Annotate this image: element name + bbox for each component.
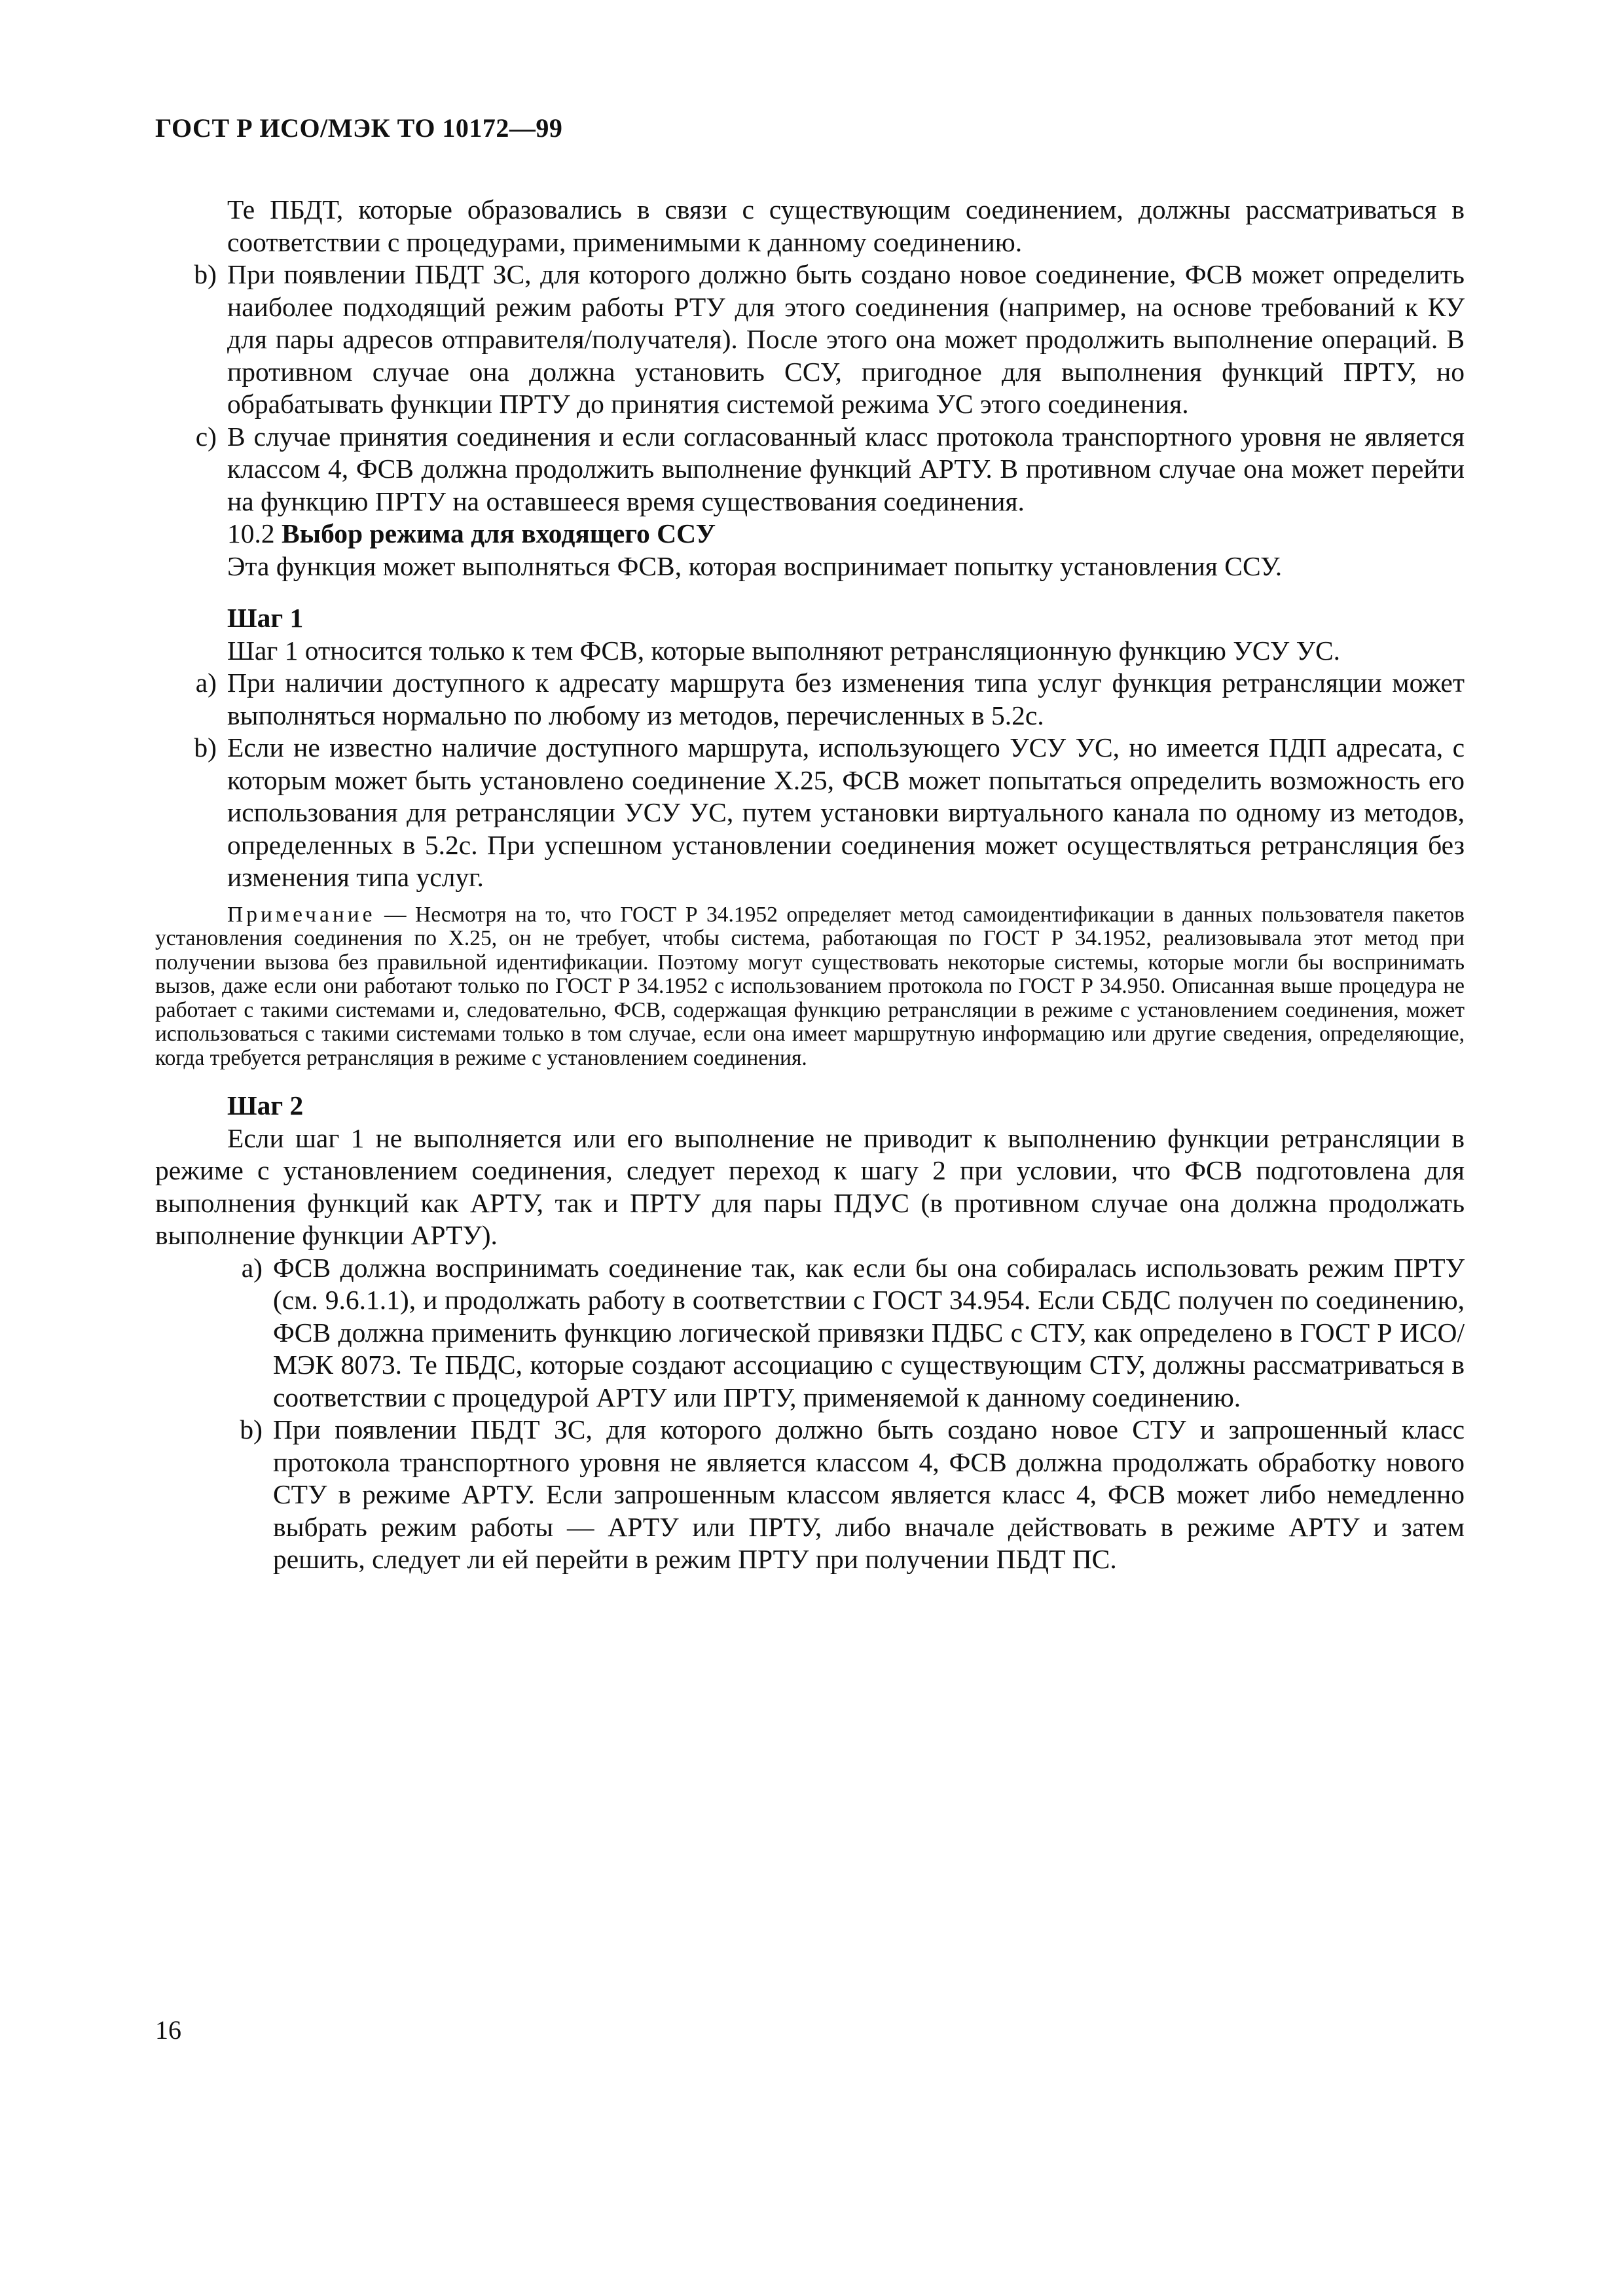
note [155,903,1465,1071]
note-label: Примечание [227,902,376,927]
step-2-intro: Если шаг 1 не выполняется или его выполнение не приводит к выполнению функции ретрансляции в режиме с установлением соединения, следует переход к шагу 2 при условии, что ФСВ подготовлена для выполнения функций как АРТУ, так и ПРТУ для пары ПДУС (в противном случае она должна продолжать выполнение функции АРТУ). [155,1122,1465,1250]
step-1-item-a [155,667,1465,732]
step-2-item-b [155,1414,1465,1576]
list-item-c [155,421,1465,518]
document-header: ГОСТ Р ИСО/МЭК ТО 10172—99 [155,113,563,143]
step-1-intro: Шаг 1 относится только к тем ФСВ, которые выполняют ретрансляционную функцию УСУ УС. [227,635,1341,666]
section-title: Выбор режима для входящего ССУ [282,518,716,548]
list-marker: c) [195,421,217,452]
section-heading [155,518,1465,550]
step-2-heading: Шаг 2 [227,1090,304,1121]
list-item-b [155,259,1465,421]
list-item-text: В случае принятия соединения и если согласованный класс протокола транспортного уровня не является классом 4, ФСВ должна продолжить выполнение функций АРТУ. В противном случае она может перейти на функцию ПРТУ на оставшееся время существования соединения. [227,421,1465,516]
document-body [155,194,1465,1576]
list-marker: b) [194,259,217,289]
step-2-item-a [155,1252,1465,1414]
list-marker: a) [195,668,217,698]
page-number: 16 [155,2015,181,2045]
list-item-text: ФСВ должна воспринимать соединение так, как если бы она собиралась использовать режим ПРТУ (см. 9.6.1.1), и продолжать работу в соответствии с ГОСТ 34.954. Если СБДС получен по соединению, ФСВ должна применить функцию логической привязки ПДБС с СТУ, как определено в ГОСТ Р ИСО/МЭК 8073. Те ПБДС, которые создают ассоциацию с существующим СТУ, должны рассматриваться в соответствии с процедурой АРТУ или ПРТУ, применяемой к данному соединению. [273,1252,1465,1412]
step-1-item-b [155,732,1465,894]
section-intro: Эта функция может выполняться ФСВ, которая воспринимает попытку установления ССУ. [227,550,1283,581]
list-item-text: При появлении ПБДТ ЗС, для которого должно быть создано новое СТУ и запрошенный класс протокола транспортного уровня не является классом 4, ФСВ должна продолжать обработку нового СТУ в режиме АРТУ. Если запрошенным классом является класс 4, ФСВ может либо немедленно выбрать режим работы — АРТУ или ПРТУ, либо вначале действовать в режиме АРТУ и затем решить, следует ли ей перейти в режим ПРТУ при получении ПБДТ ПС. [273,1414,1465,1574]
list-marker: b) [194,732,217,762]
list-marker: b) [240,1414,263,1444]
list-item-text: При появлении ПБДТ ЗС, для которого должно быть создано новое соединение, ФСВ может определить наиболее подходящий режим работы РТУ для этого соединения (например, на основе требований к КУ для пары адресов отправителя/получателя). После этого она может продолжить выполнение операций. В противном случае она должна установить ССУ, пригодное для выполнения функций ПРТУ, но обрабатывать функции ПРТУ до принятия системой режима УС этого соединения. [227,259,1465,419]
list-item-text: При наличии доступного к адресату маршрута без изменения типа услуг функция ретрансляции может выполняться нормально по любому из методов, перечисленных в 5.2с. [227,668,1465,730]
section-number: 10.2 [227,518,282,548]
list-item-text: Если не известно наличие доступного маршрута, использующего УСУ УС, но имеется ПДП адресата, с которым может быть установлено соединение X.25, ФСВ может попытаться определить возможность его использования для ретрансляции УСУ УС, путем установки виртуального канала по одному из методов, определенных в 5.2с. При успешном установлении соединения может осуществляться ретрансляция без изменения типа услуг. [227,732,1465,892]
step-1-heading: Шаг 1 [227,603,304,633]
note-text: — Несмотря на то, что ГОСТ Р 34.1952 определяет метод самоидентификации в данных пользователя пакетов установления соединения по X.25, он не требует, чтобы система, работающая по ГОСТ Р 34.1952, реализовывала этот метод при получении вызова без правильной идентификации. Поэтому могут существовать некоторые системы, которые могли бы воспринимать вызов, даже если они работают только по ГОСТ Р 34.1952 с использованием протокола по ГОСТ Р 34.950. Описанная выше процедура не работает с такими системами и, следовательно, ФСВ, содержащая функцию ретрансляции в режиме с установлением соединения, может использоваться с такими системами только в том случае, если она имеет маршрутную информацию или другие сведения, определяющие, когда требуется ретрансляция в режиме с установлением соединения. [155,902,1465,1070]
list-marker: a) [241,1252,263,1283]
paragraph-continuation: Те ПБДТ, которые образовались в связи с существующим соединением, должны рассматриваться в соответствии с процедурами, применимыми к данному соединению. [227,194,1465,257]
